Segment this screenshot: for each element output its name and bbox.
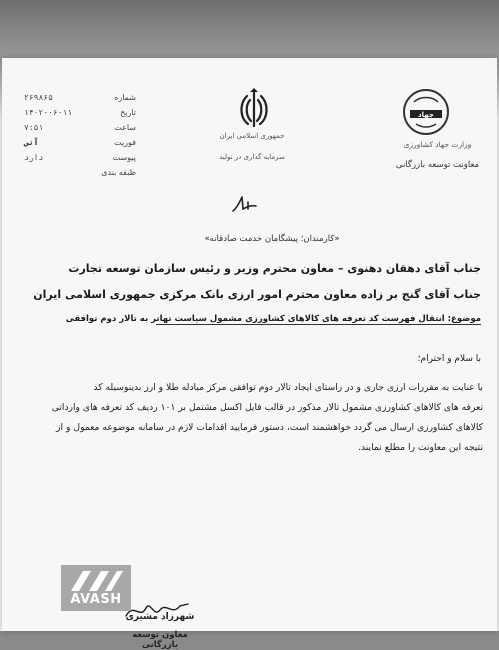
department-name: معاونت توسعه بازرگانی xyxy=(395,160,480,170)
watermark-text: AVASH xyxy=(70,592,122,607)
attachment-label: پیوست xyxy=(112,153,136,162)
number-value: ۲۶۹۸۶۵ xyxy=(24,93,53,102)
number-label: شماره xyxy=(114,93,136,102)
urgency-value: آنی xyxy=(24,138,39,147)
letter-metadata xyxy=(24,93,136,183)
body-line-2: تعرفه های کالاهای کشاورزی مشمول تالار مذکور در قالب فایل اکسل مشتمل بر ۱۰۱ ردیف کد تعرفه های وارداتی xyxy=(51,402,483,413)
ministry-name: وزارت جهاد کشاورزی xyxy=(403,140,472,149)
republic-caption: جمهوری اسلامی ایران xyxy=(219,132,285,140)
time-value: ۷:۵۱ xyxy=(24,123,44,132)
letter-sheet xyxy=(2,58,497,650)
body-line-4: نتیجه این معاونت را مطلع نمایند. xyxy=(358,442,483,453)
date-label: تاریخ xyxy=(120,108,136,117)
urgency-label: فوریت xyxy=(114,138,136,147)
ministry-logo-icon xyxy=(402,88,450,136)
addressee-2: جناب آقای گنج بر زاده معاون محترم امور ارزی بانک مرکزی جمهوری اسلامی ایران xyxy=(33,288,481,301)
greeting: با سلام و احترام؛ xyxy=(417,354,481,364)
attachment-value: دارد xyxy=(24,153,44,162)
addressee-1: جناب آقای دهقان دهنوی – معاون محترم وزیر و رئیس سازمان توسعه تجارت xyxy=(68,262,481,275)
signer-name: شهرزاد مشیری xyxy=(125,612,195,622)
motto: «کارمندان؛ پیشگامان خدمت صادقانه» xyxy=(204,234,340,244)
body-line-1: با عنایت به مقررات ارزی جاری و در راستای ایجاد تالار دوم توافقی مرکز مبادله طلا و ارز بدینوسیله کد xyxy=(93,382,483,393)
subject-line: موضوع: انتقال فهرست کد تعرفه های کالاهای کشاورزی مشمول سیاست تهاتر به تالار دوم توافقی xyxy=(65,314,481,324)
date-value: ۱۴۰۲-۰۶-۱۱ xyxy=(24,108,73,117)
slogan-caption: سرمایه گذاری در تولید xyxy=(219,153,285,161)
iran-emblem-icon xyxy=(234,88,274,132)
basmala-calligraphy-icon xyxy=(230,193,260,215)
body-line-3: کالاهای کشاورزی ارسال می گردد خواهشمند است، دستور فرمایید اقدامات لازم در سامانه موضوعه معمول و از xyxy=(56,422,483,433)
classification-label: طبقه بندی xyxy=(101,168,136,177)
time-label: ساعت xyxy=(114,123,136,132)
signer-title: معاون توسعه بازرگانی xyxy=(132,630,188,650)
logo-text: جهاد xyxy=(418,111,434,119)
